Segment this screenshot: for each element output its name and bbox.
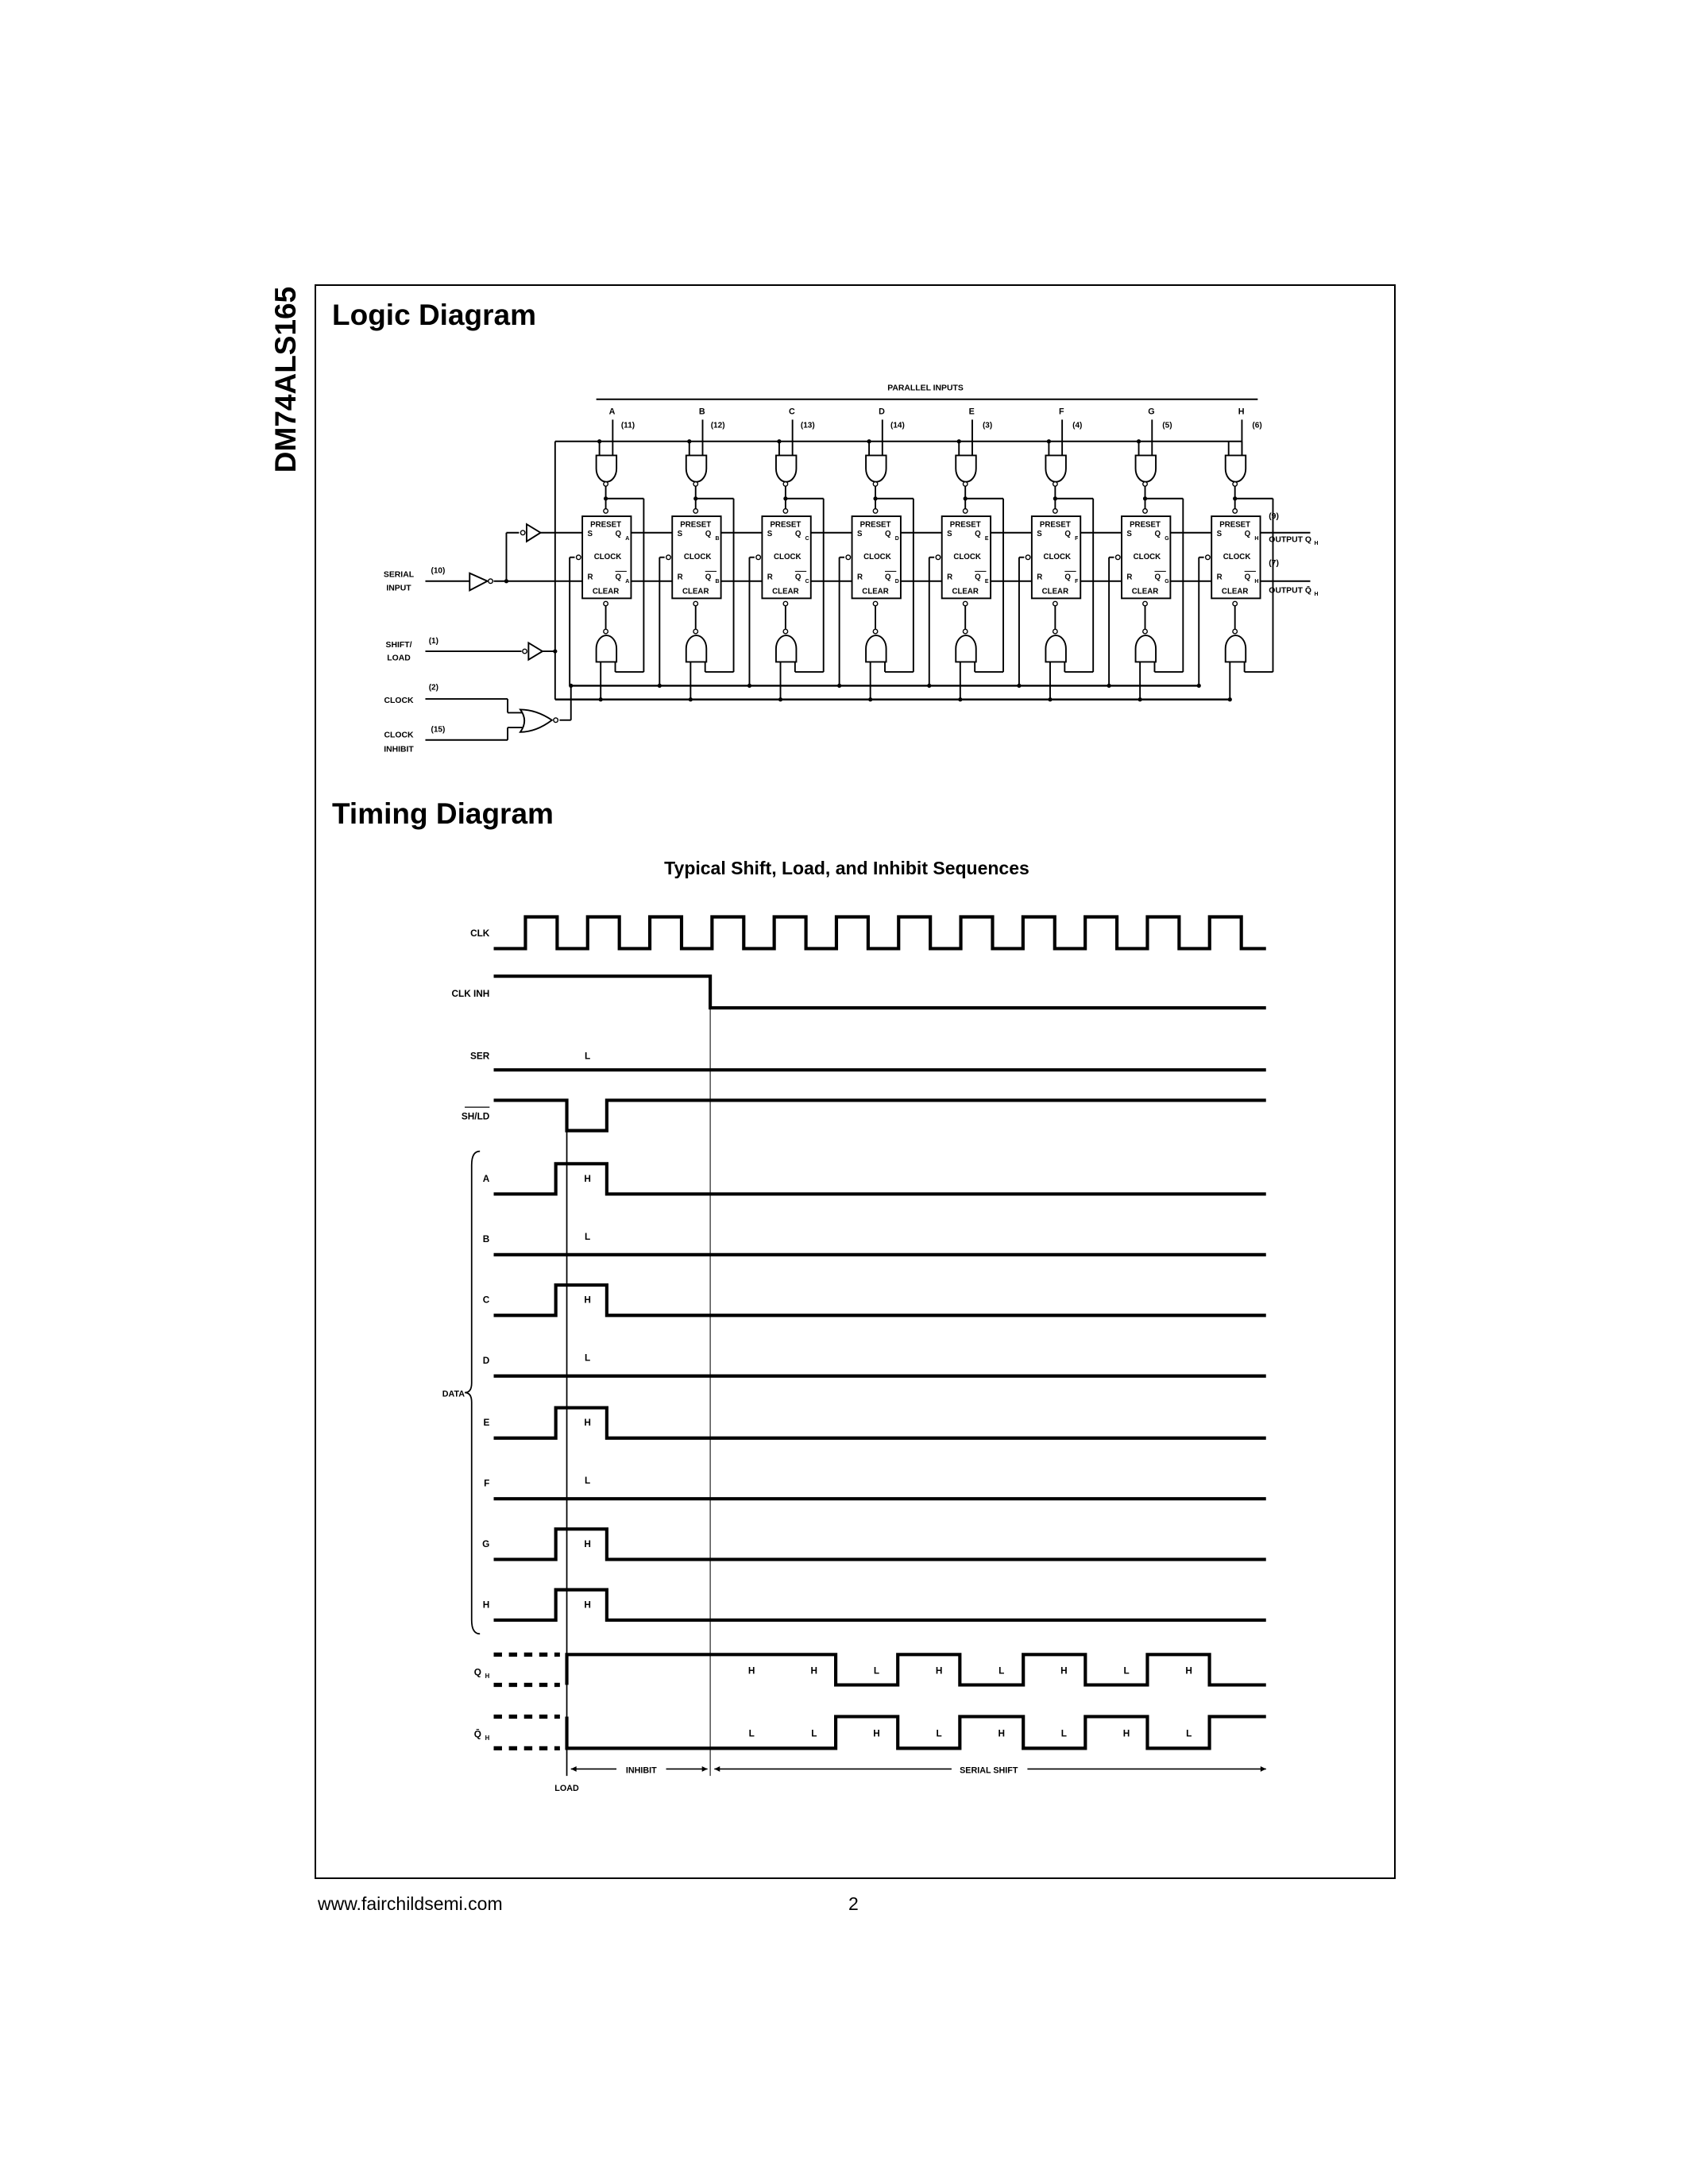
shift-load-pin: (1) xyxy=(428,637,438,646)
data-row-label: B xyxy=(482,1233,490,1245)
inversion-bubble xyxy=(1143,482,1148,487)
data-level-label: H xyxy=(584,1538,591,1549)
clock-nor-gate xyxy=(520,709,552,731)
ff-s-label: S xyxy=(1126,530,1132,539)
arrowhead xyxy=(571,1766,577,1772)
junction-dot xyxy=(658,684,662,688)
ff-q-label: Q xyxy=(885,530,891,539)
clk-label: CLK xyxy=(470,927,490,939)
arrowhead xyxy=(702,1766,708,1772)
pin-number: (12) xyxy=(710,421,725,430)
qh-waveform xyxy=(567,1654,1266,1684)
timing-diagram-heading: Timing Diagram xyxy=(332,797,554,830)
data-row-label: F xyxy=(484,1477,490,1489)
clear-nand-gate xyxy=(1136,635,1157,662)
clock-pin: (2) xyxy=(428,683,438,693)
preset-nand-gate xyxy=(686,455,707,481)
inversion-bubble xyxy=(577,555,581,560)
inversion-bubble xyxy=(1143,629,1148,634)
ff-r-label: R xyxy=(1126,573,1133,582)
junction-dot xyxy=(1107,684,1111,688)
inversion-bubble xyxy=(783,601,788,606)
preset-nand-gate xyxy=(597,455,617,481)
qh-bar-level-label: H xyxy=(873,1727,880,1739)
data-level-label: H xyxy=(584,1599,591,1611)
parallel-input-label: C xyxy=(788,407,795,417)
ff-preset-label: PRESET xyxy=(590,520,622,530)
inversion-bubble xyxy=(1053,601,1058,606)
parallel-input-label: F xyxy=(1059,407,1064,417)
inversion-bubble xyxy=(693,509,698,514)
junction-dot xyxy=(1017,684,1021,688)
pin-number: (14) xyxy=(890,421,905,430)
pin-number: (4) xyxy=(1072,421,1083,430)
inversion-bubble xyxy=(963,629,968,634)
ff-s-label: S xyxy=(1037,530,1042,539)
inversion-bubble xyxy=(1233,482,1238,487)
junction-dot xyxy=(1197,684,1201,688)
inversion-bubble xyxy=(693,601,698,606)
timing-subtitle: Typical Shift, Load, and Inhibit Sequences xyxy=(664,858,1029,878)
junction-dot xyxy=(569,684,573,688)
ff-preset-label: PRESET xyxy=(1039,520,1071,530)
clock-inhibit-pin: (15) xyxy=(431,725,446,735)
serial-input-label-2: INPUT xyxy=(386,584,411,593)
clear-nand-gate xyxy=(597,635,617,662)
ff-s-label: S xyxy=(767,530,773,539)
serial-buffer xyxy=(527,524,541,542)
ff-qbar-label: Q xyxy=(885,573,891,582)
preset-nand-gate xyxy=(1226,455,1246,481)
ff-q-subscript: B xyxy=(715,536,720,542)
ff-r-label: R xyxy=(856,573,863,582)
ff-qbar-label: Q xyxy=(1244,573,1251,582)
inversion-bubble xyxy=(489,579,493,584)
ff-preset-label: PRESET xyxy=(949,520,981,530)
output-qh-sub: H xyxy=(1314,540,1319,546)
ff-qbar-label: Q xyxy=(705,573,712,582)
inversion-bubble xyxy=(963,601,968,606)
shift-load-buffer xyxy=(528,642,543,659)
qh-level-label: L xyxy=(999,1665,1005,1677)
qh-label: Q xyxy=(473,1666,481,1678)
ff-clock-label: CLOCK xyxy=(683,553,712,562)
inversion-bubble xyxy=(1233,601,1238,606)
output-qh-pin: (9) xyxy=(1269,511,1279,521)
data-waveform xyxy=(494,1408,1266,1438)
parallel-input-label: G xyxy=(1148,407,1155,417)
junction-dot xyxy=(747,684,751,688)
parallel-input-label: E xyxy=(968,407,975,417)
ff-clear-label: CLEAR xyxy=(682,587,709,596)
inhibit-label: INHIBIT xyxy=(625,1765,657,1776)
ff-q-subscript: D xyxy=(894,579,899,585)
data-level-label: H xyxy=(584,1417,591,1429)
ff-clock-label: CLOCK xyxy=(863,553,891,562)
junction-dot xyxy=(1228,697,1232,701)
ff-r-label: R xyxy=(767,573,773,582)
inversion-bubble xyxy=(756,555,761,560)
clear-nand-gate xyxy=(956,635,976,662)
ff-q-subscript: F xyxy=(1075,536,1079,542)
page-number: 2 xyxy=(848,1893,859,1914)
ff-preset-label: PRESET xyxy=(770,520,802,530)
parallel-inputs-label: PARALLEL INPUTS xyxy=(887,384,964,393)
qh-bar-level-label: L xyxy=(748,1727,755,1739)
ff-q-subscript: C xyxy=(805,536,809,542)
parallel-input-label: H xyxy=(1238,407,1245,417)
preset-nand-gate xyxy=(866,455,886,481)
output-qhbar-sub: H xyxy=(1314,592,1319,597)
junction-dot xyxy=(927,684,931,688)
ff-clock-label: CLOCK xyxy=(593,553,622,562)
ff-r-label: R xyxy=(1216,573,1223,582)
pin-number: (5) xyxy=(1162,421,1172,430)
inversion-bubble xyxy=(520,531,525,535)
ff-clock-label: CLOCK xyxy=(1043,553,1072,562)
ff-q-label: Q xyxy=(615,530,622,539)
inversion-bubble xyxy=(1115,555,1120,560)
logic-diagram xyxy=(384,384,1319,754)
data-row-label: E xyxy=(483,1417,490,1429)
data-level-label: L xyxy=(584,1352,591,1364)
clock-label: CLOCK xyxy=(384,696,414,706)
clear-nand-gate xyxy=(776,635,797,662)
ff-q-subscript: E xyxy=(984,579,989,585)
data-brace xyxy=(465,1152,480,1634)
qh-bar-label: Q̄ xyxy=(473,1728,481,1740)
data-level-label: H xyxy=(584,1294,591,1306)
junction-dot xyxy=(1138,697,1142,701)
ff-q-label: Q xyxy=(1154,530,1161,539)
inversion-bubble xyxy=(1206,555,1211,560)
ff-qbar-label: Q xyxy=(1064,573,1071,582)
inversion-bubble xyxy=(873,629,878,634)
ff-q-subscript: A xyxy=(625,579,630,585)
qh-bar-level-label: L xyxy=(1060,1727,1068,1739)
clk-waveform xyxy=(494,917,1266,949)
inversion-bubble xyxy=(693,629,698,634)
qh-level-label: H xyxy=(935,1665,943,1677)
ff-q-label: Q xyxy=(1064,530,1071,539)
ff-qbar-label: Q xyxy=(615,573,622,582)
inversion-bubble xyxy=(783,629,788,634)
ff-clear-label: CLEAR xyxy=(862,587,889,596)
inversion-bubble xyxy=(1143,601,1148,606)
inversion-bubble xyxy=(693,482,698,487)
ff-r-label: R xyxy=(1037,573,1043,582)
inversion-bubble xyxy=(1143,509,1148,514)
ff-q-subscript: C xyxy=(805,579,809,585)
output-qhbar-label: OUTPUT Q̄ xyxy=(1269,586,1311,596)
ff-clear-label: CLEAR xyxy=(1041,587,1069,596)
ff-s-label: S xyxy=(677,530,683,539)
inversion-bubble xyxy=(1233,509,1238,514)
ff-q-subscript: H xyxy=(1254,579,1259,585)
shift-load-label-2: LOAD xyxy=(387,654,411,663)
inversion-bubble xyxy=(783,482,788,487)
logic-diagram-heading: Logic Diagram xyxy=(332,299,536,331)
ser-level-label: L xyxy=(584,1050,591,1062)
ff-q-subscript: H xyxy=(1254,536,1259,542)
clear-nand-gate xyxy=(1045,635,1066,662)
data-waveform xyxy=(494,1590,1266,1620)
clock-inhibit-label: CLOCK xyxy=(384,731,414,740)
ff-r-label: R xyxy=(947,573,953,582)
load-label: LOAD xyxy=(554,1784,579,1794)
serial-input-pin: (10) xyxy=(431,566,446,576)
clock-inhibit-label-2: INHIBIT xyxy=(384,745,414,754)
ff-clear-label: CLEAR xyxy=(952,587,979,596)
ff-preset-label: PRESET xyxy=(859,520,891,530)
preset-nand-gate xyxy=(776,455,797,481)
qh-level-label: H xyxy=(1060,1665,1068,1677)
pin-number: (6) xyxy=(1252,421,1262,430)
qh-bar-level-label: L xyxy=(811,1727,817,1739)
ff-preset-label: PRESET xyxy=(1130,520,1161,530)
preset-nand-gate xyxy=(956,455,976,481)
data-row-label: H xyxy=(482,1599,490,1611)
sh-ld-waveform xyxy=(494,1100,1266,1130)
inversion-bubble xyxy=(666,555,671,560)
ff-clear-label: CLEAR xyxy=(772,587,799,596)
ff-q-subscript: G xyxy=(1165,536,1169,542)
ff-clear-label: CLEAR xyxy=(1131,587,1159,596)
data-row-label: G xyxy=(482,1538,490,1549)
inversion-bubble xyxy=(873,601,878,606)
junction-dot xyxy=(599,697,603,701)
preset-nand-gate xyxy=(1136,455,1157,481)
inversion-bubble xyxy=(963,482,968,487)
pin-number: (11) xyxy=(620,421,635,430)
data-waveform xyxy=(494,1285,1266,1315)
ff-clock-label: CLOCK xyxy=(774,553,802,562)
ff-q-subscript: E xyxy=(984,536,989,542)
ser-label: SER xyxy=(470,1050,490,1062)
ff-clock-label: CLOCK xyxy=(1223,553,1251,562)
junction-dot xyxy=(553,649,557,653)
ff-r-label: R xyxy=(587,573,593,582)
qh-bar-level-label: H xyxy=(1122,1727,1130,1739)
junction-dot xyxy=(778,697,782,701)
arrowhead xyxy=(1261,1766,1266,1772)
ff-r-label: R xyxy=(677,573,683,582)
ff-q-label: Q xyxy=(794,530,802,539)
data-waveform xyxy=(494,1163,1266,1194)
serial-shift-label: SERIAL SHIFT xyxy=(960,1765,1018,1776)
qh-sub: H xyxy=(485,1672,490,1680)
data-row-label: D xyxy=(482,1355,490,1367)
ff-clock-label: CLOCK xyxy=(1133,553,1161,562)
inversion-bubble xyxy=(963,509,968,514)
clear-nand-gate xyxy=(686,635,707,662)
inversion-bubble xyxy=(604,509,608,514)
ff-s-label: S xyxy=(587,530,593,539)
qh-bar-level-label: L xyxy=(936,1727,942,1739)
serial-input-label: SERIAL xyxy=(383,570,415,580)
qh-level-label: H xyxy=(810,1665,818,1677)
inversion-bubble xyxy=(604,601,608,606)
inversion-bubble xyxy=(1233,629,1238,634)
data-row-label: C xyxy=(482,1294,490,1306)
junction-dot xyxy=(868,697,872,701)
serial-inverter xyxy=(469,573,487,591)
inversion-bubble xyxy=(873,482,878,487)
junction-dot xyxy=(689,697,693,701)
junction-dot xyxy=(837,684,841,688)
output-qhbar-pin: (7) xyxy=(1269,558,1279,568)
qh-level-label: L xyxy=(873,1665,880,1677)
inversion-bubble xyxy=(846,555,851,560)
data-level-label: H xyxy=(584,1172,591,1184)
inversion-bubble xyxy=(1053,629,1058,634)
ff-s-label: S xyxy=(947,530,952,539)
inversion-bubble xyxy=(936,555,941,560)
ff-qbar-label: Q xyxy=(1154,573,1161,582)
ff-q-subscript: F xyxy=(1075,579,1079,585)
ff-clear-label: CLEAR xyxy=(1221,587,1249,596)
ff-q-label: Q xyxy=(975,530,981,539)
inversion-bubble xyxy=(1053,509,1058,514)
parallel-input-label: A xyxy=(608,407,616,417)
qh-bar-level-label: L xyxy=(1186,1727,1192,1739)
ff-qbar-label: Q xyxy=(794,573,802,582)
inversion-bubble xyxy=(554,718,558,723)
ff-q-label: Q xyxy=(1244,530,1251,539)
parallel-input-label: B xyxy=(698,407,705,417)
ff-clear-label: CLEAR xyxy=(592,587,620,596)
qh-level-label: H xyxy=(1185,1665,1192,1677)
arrowhead xyxy=(714,1766,720,1772)
qh-bar-waveform xyxy=(567,1716,1266,1748)
inversion-bubble xyxy=(783,509,788,514)
data-group-label: DATA xyxy=(442,1389,465,1399)
part-number-title: DM74ALS165 xyxy=(269,286,302,473)
ff-q-subscript: A xyxy=(625,536,630,542)
clk-inh-waveform xyxy=(494,976,1266,1008)
clear-nand-gate xyxy=(1226,635,1246,662)
data-level-label: L xyxy=(584,1230,591,1242)
data-row-label: A xyxy=(482,1172,490,1184)
inversion-bubble xyxy=(604,629,608,634)
ff-q-subscript: D xyxy=(894,536,899,542)
ff-qbar-label: Q xyxy=(975,573,981,582)
parallel-input-label: D xyxy=(879,407,885,417)
qh-level-label: H xyxy=(747,1665,755,1677)
clk-inh-label: CLK INH xyxy=(451,988,490,1000)
ff-preset-label: PRESET xyxy=(1219,520,1251,530)
sh-ld-label: SH/LD xyxy=(461,1110,490,1122)
inversion-bubble xyxy=(1026,555,1030,560)
ff-preset-label: PRESET xyxy=(680,520,712,530)
junction-dot xyxy=(958,697,962,701)
ff-q-subscript: B xyxy=(715,579,720,585)
timing-diagram xyxy=(442,917,1266,1794)
output-qh-label: OUTPUT Q xyxy=(1269,535,1311,545)
qh-level-label: L xyxy=(1123,1665,1130,1677)
inversion-bubble xyxy=(1053,482,1058,487)
clear-nand-gate xyxy=(866,635,886,662)
shift-load-label: SHIFT/ xyxy=(385,641,412,650)
qh-bar-sub: H xyxy=(485,1734,490,1742)
ff-q-subscript: G xyxy=(1165,579,1169,585)
ff-clock-label: CLOCK xyxy=(953,553,981,562)
inversion-bubble xyxy=(523,649,527,654)
data-level-label: L xyxy=(584,1475,591,1487)
qh-bar-level-label: H xyxy=(998,1727,1006,1739)
footer-url[interactable]: www.fairchildsemi.com xyxy=(318,1893,503,1914)
junction-dot xyxy=(1048,697,1052,701)
pin-number: (3) xyxy=(982,421,993,430)
preset-nand-gate xyxy=(1045,455,1066,481)
inversion-bubble xyxy=(873,509,878,514)
inversion-bubble xyxy=(604,482,608,487)
ff-s-label: S xyxy=(856,530,863,539)
pin-number: (13) xyxy=(800,421,815,430)
ff-q-label: Q xyxy=(705,530,712,539)
ff-s-label: S xyxy=(1216,530,1223,539)
data-waveform xyxy=(494,1529,1266,1559)
